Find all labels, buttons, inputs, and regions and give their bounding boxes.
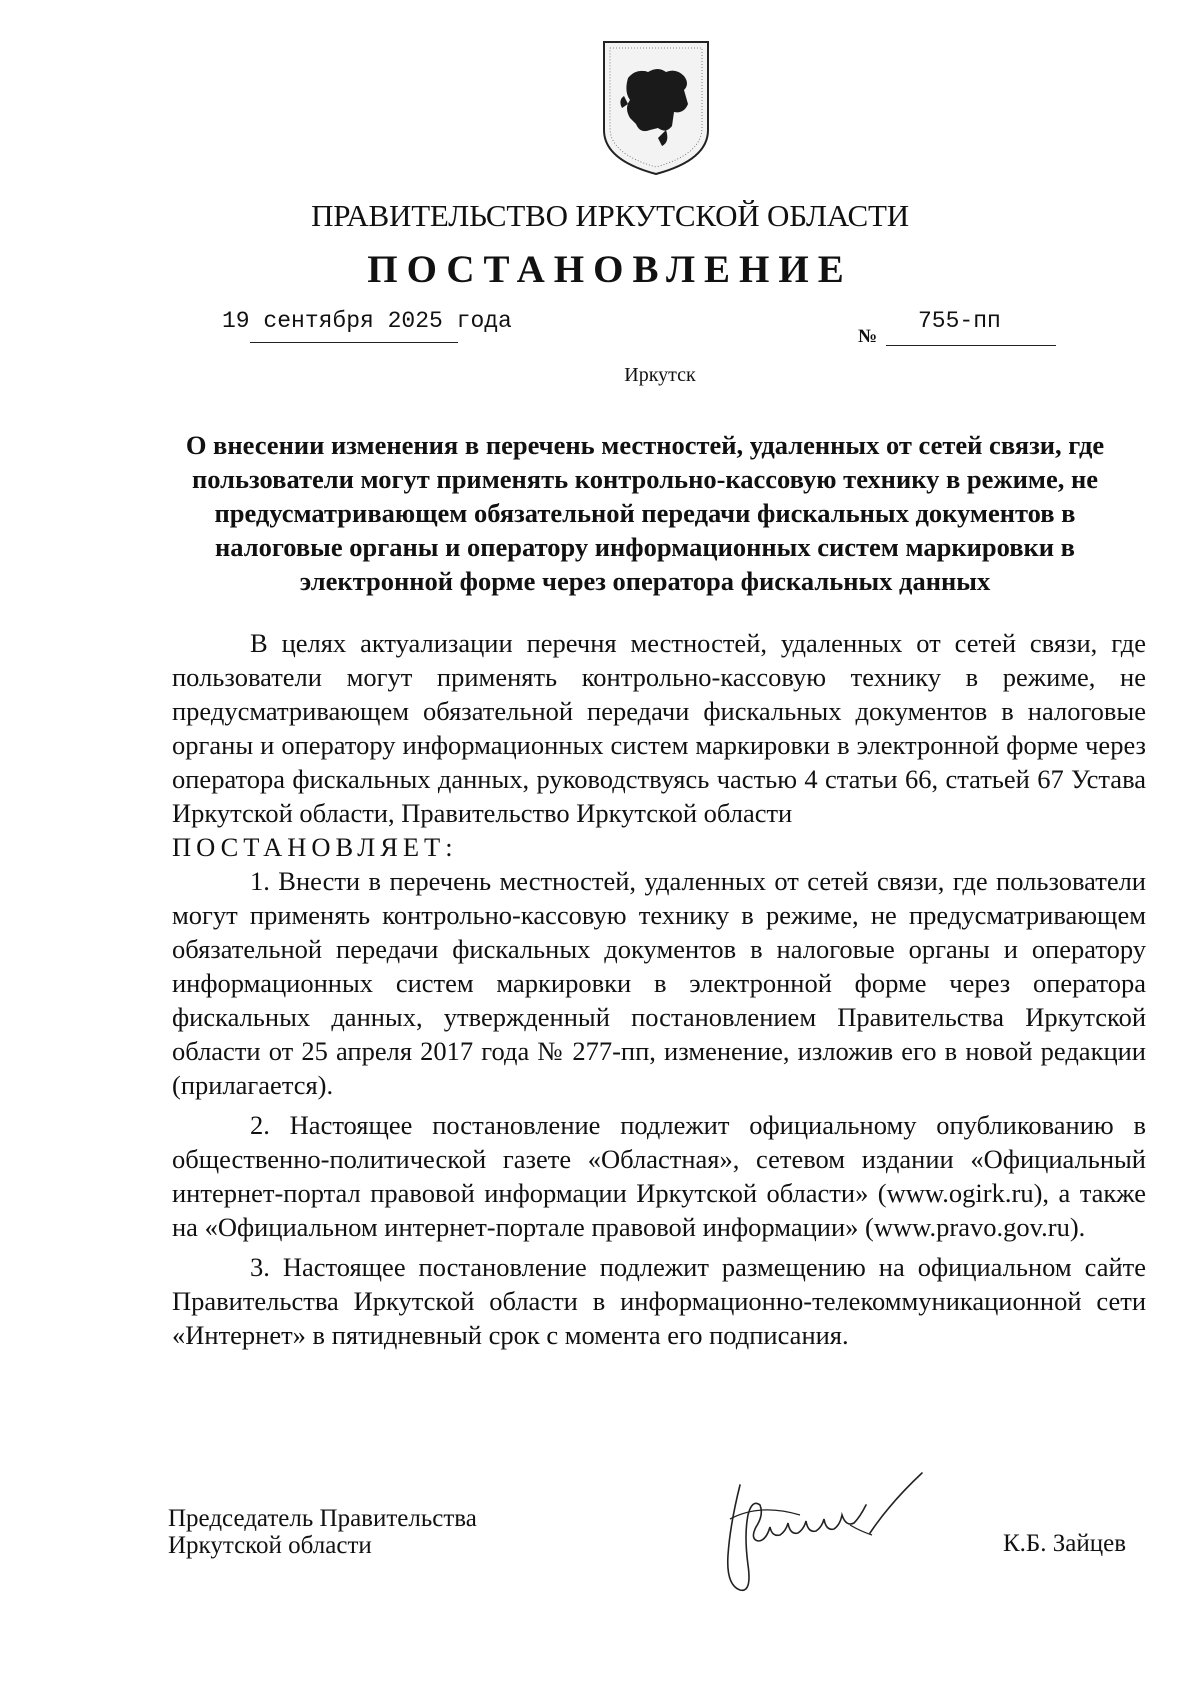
resolves-heading: ПОСТАНОВЛЯЕТ:: [172, 832, 458, 862]
number-underline: [886, 345, 1056, 346]
number-sign: №: [858, 326, 878, 347]
city: Иркутск: [624, 364, 696, 386]
document-type-title: ПОСТАНОВЛЕНИЕ: [367, 248, 853, 291]
list-item: 3. Настоящее постановление подлежит размещению на официальном сайте Правительства Иркутской области в информационно-телекоммуникационной сети «Интернет» в пятидневный срок с момента его подписания.: [172, 1252, 1146, 1350]
position-line: Иркутской области: [168, 1532, 372, 1559]
signatory-position: [168, 1505, 477, 1559]
list-item: 2. Настоящее постановление подлежит официальному опубликованию в общественно-политической газете «Областная», сетевом издании «Официальный интернет-портал правовой информации Иркутской области» (www.ogirk.ru), а также на «Официальном интернет-портале правовой информации» (www.pravo.gov.ru).: [172, 1110, 1146, 1242]
signatory-name: К.Б. Зайцев: [1003, 1530, 1127, 1557]
coat-of-arms-icon: [600, 38, 712, 178]
preamble-paragraph: В целях актуализации перечня местностей, удаленных от сетей связи, где пользователи могут применять контрольно-кассовую технику в режиме, не предусматривающем обязательной передачи фискальных документов в налоговые органы и оператору информационных систем маркировки в электронной форме через оператора фискальных данных, руководствуясь частью 4 статьи 66, статьей 67 Устава Иркутской области, Правительство Иркутской области: [172, 628, 1146, 828]
handwritten-signature: [700, 1455, 960, 1605]
position-line: Председатель Правительства: [168, 1505, 477, 1532]
document-number: 755-пп: [918, 308, 1001, 334]
government-title: ПРАВИТЕЛЬСТВО ИРКУТСКОЙ ОБЛАСТИ: [311, 198, 909, 233]
list-item: 1. Внести в перечень местностей, удаленных от сетей связи, где пользователи могут применять контрольно-кассовую технику в режиме, не предусматривающем обязательной передачи фискальных документов в налоговые органы и оператору информационных систем маркировки в электронной форме через оператора фискальных данных, утвержденный постановлением Правительства Иркутской области от 25 апреля 2017 года № 277-пп, изменение, изложив его в новой редакции (прилагается).: [172, 866, 1146, 1100]
document-date: 19 сентября 2025 года: [222, 308, 512, 334]
document-body: [172, 626, 1146, 1352]
date-underline: [250, 342, 458, 343]
document-subject: О внесении изменения в перечень местностей, удаленных от сетей связи, где пользователи могут применять контрольно-кассовую технику в режиме, не предусматривающем обязательной передачи фискальных документов в налоговые органы и оператору информационных систем маркировки в электронной форме через оператора фискальных данных: [185, 430, 1105, 596]
